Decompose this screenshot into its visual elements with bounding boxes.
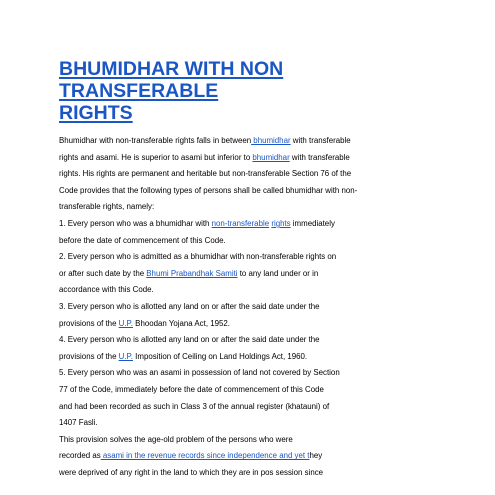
body-text: accordance with this Code. [59, 285, 154, 295]
body-line [59, 233, 439, 250]
body-line [59, 382, 439, 399]
body-text: Imposition of Ceiling on Land Holdings Act, 1960. [132, 351, 308, 361]
body-text: immediately [290, 218, 335, 228]
body-text: hey [309, 451, 323, 461]
body-text: recorded as [59, 451, 101, 461]
body-text: 3. Every person who is allotted any land on or after the said date under the [59, 301, 320, 311]
body-line [59, 332, 439, 349]
body-text: to any land under or in [237, 268, 319, 278]
body-line [59, 365, 439, 382]
body-text: 5. Every person who was an asami in possession of land not covered by Section [59, 368, 340, 378]
body-line [59, 299, 439, 316]
body-line [59, 448, 439, 465]
body-text: and had been recorded as such in Class 3 of the annual register (khatauni) of [59, 401, 330, 411]
document-page [59, 58, 439, 481]
body-text: with transferable [290, 136, 351, 145]
document-title [59, 58, 439, 124]
body-line [59, 465, 439, 482]
body-line [59, 216, 439, 233]
body-line [59, 183, 439, 200]
body-text: with transferable [289, 152, 350, 162]
body-text: before the date of commencement of this Code. [59, 235, 226, 245]
inline-link[interactable]: Bhumi Prabandhak Samiti [146, 268, 238, 278]
body-text: or after such date by the [59, 268, 147, 278]
inline-link[interactable]: bhumidhar [251, 136, 291, 145]
body-line [59, 432, 439, 449]
document-body [59, 133, 439, 481]
inline-link[interactable]: U.P. [118, 351, 133, 361]
body-text: This provision solves the age-old problem of the persons who were [59, 434, 293, 444]
body-text: Bhumidhar with non-transferable rights falls in between [59, 136, 252, 145]
body-text: 2. Every person who is admitted as a bhumidhar with non-transferable rights on [59, 252, 337, 262]
body-line [59, 316, 439, 333]
body-text: 4. Every person who is allotted any land on or after the said date under the [59, 335, 320, 345]
body-text: 1. Every person who was a bhumidhar with [59, 218, 212, 228]
body-text: Code provides that the following types of persons shall be called bhumidhar with non- [59, 185, 358, 195]
inline-link[interactable]: non-transferable [211, 218, 270, 228]
body-line [59, 133, 439, 150]
inline-link[interactable]: rights [271, 218, 291, 228]
body-line [59, 266, 439, 283]
body-line [59, 349, 439, 366]
body-text: provisions of the [59, 318, 119, 328]
body-text: were deprived of any right in the land to which they are in pos session since [59, 467, 324, 477]
document-title-line-1: BHUMIDHAR WITH NON TRANSFERABLE [59, 58, 284, 102]
body-line [59, 282, 439, 299]
body-text: 1407 Fasli. [59, 418, 98, 428]
document-title-line-2: RIGHTS [59, 102, 133, 124]
body-line [59, 415, 439, 432]
body-line [59, 199, 439, 216]
inline-link[interactable]: bhumidhar [252, 152, 290, 162]
body-text: provisions of the [59, 351, 119, 361]
body-text: rights. His rights are permanent and heritable but non-transferable Section 76 of the [59, 169, 352, 179]
body-text: Bhoodan Yojana Act, 1952. [132, 318, 230, 328]
inline-link[interactable]: U.P. [118, 318, 133, 328]
body-text: transferable rights, namely: [59, 202, 155, 212]
body-line [59, 249, 439, 266]
body-text: 77 of the Code, immediately before the date of commencement of this Code [59, 384, 324, 394]
body-line [59, 166, 439, 183]
body-text: rights and asami. He is superior to asami but inferior to [59, 152, 253, 162]
inline-link[interactable]: asami in the revenue records since independence and yet t [100, 451, 310, 461]
body-line [59, 399, 439, 416]
body-line [59, 150, 439, 167]
